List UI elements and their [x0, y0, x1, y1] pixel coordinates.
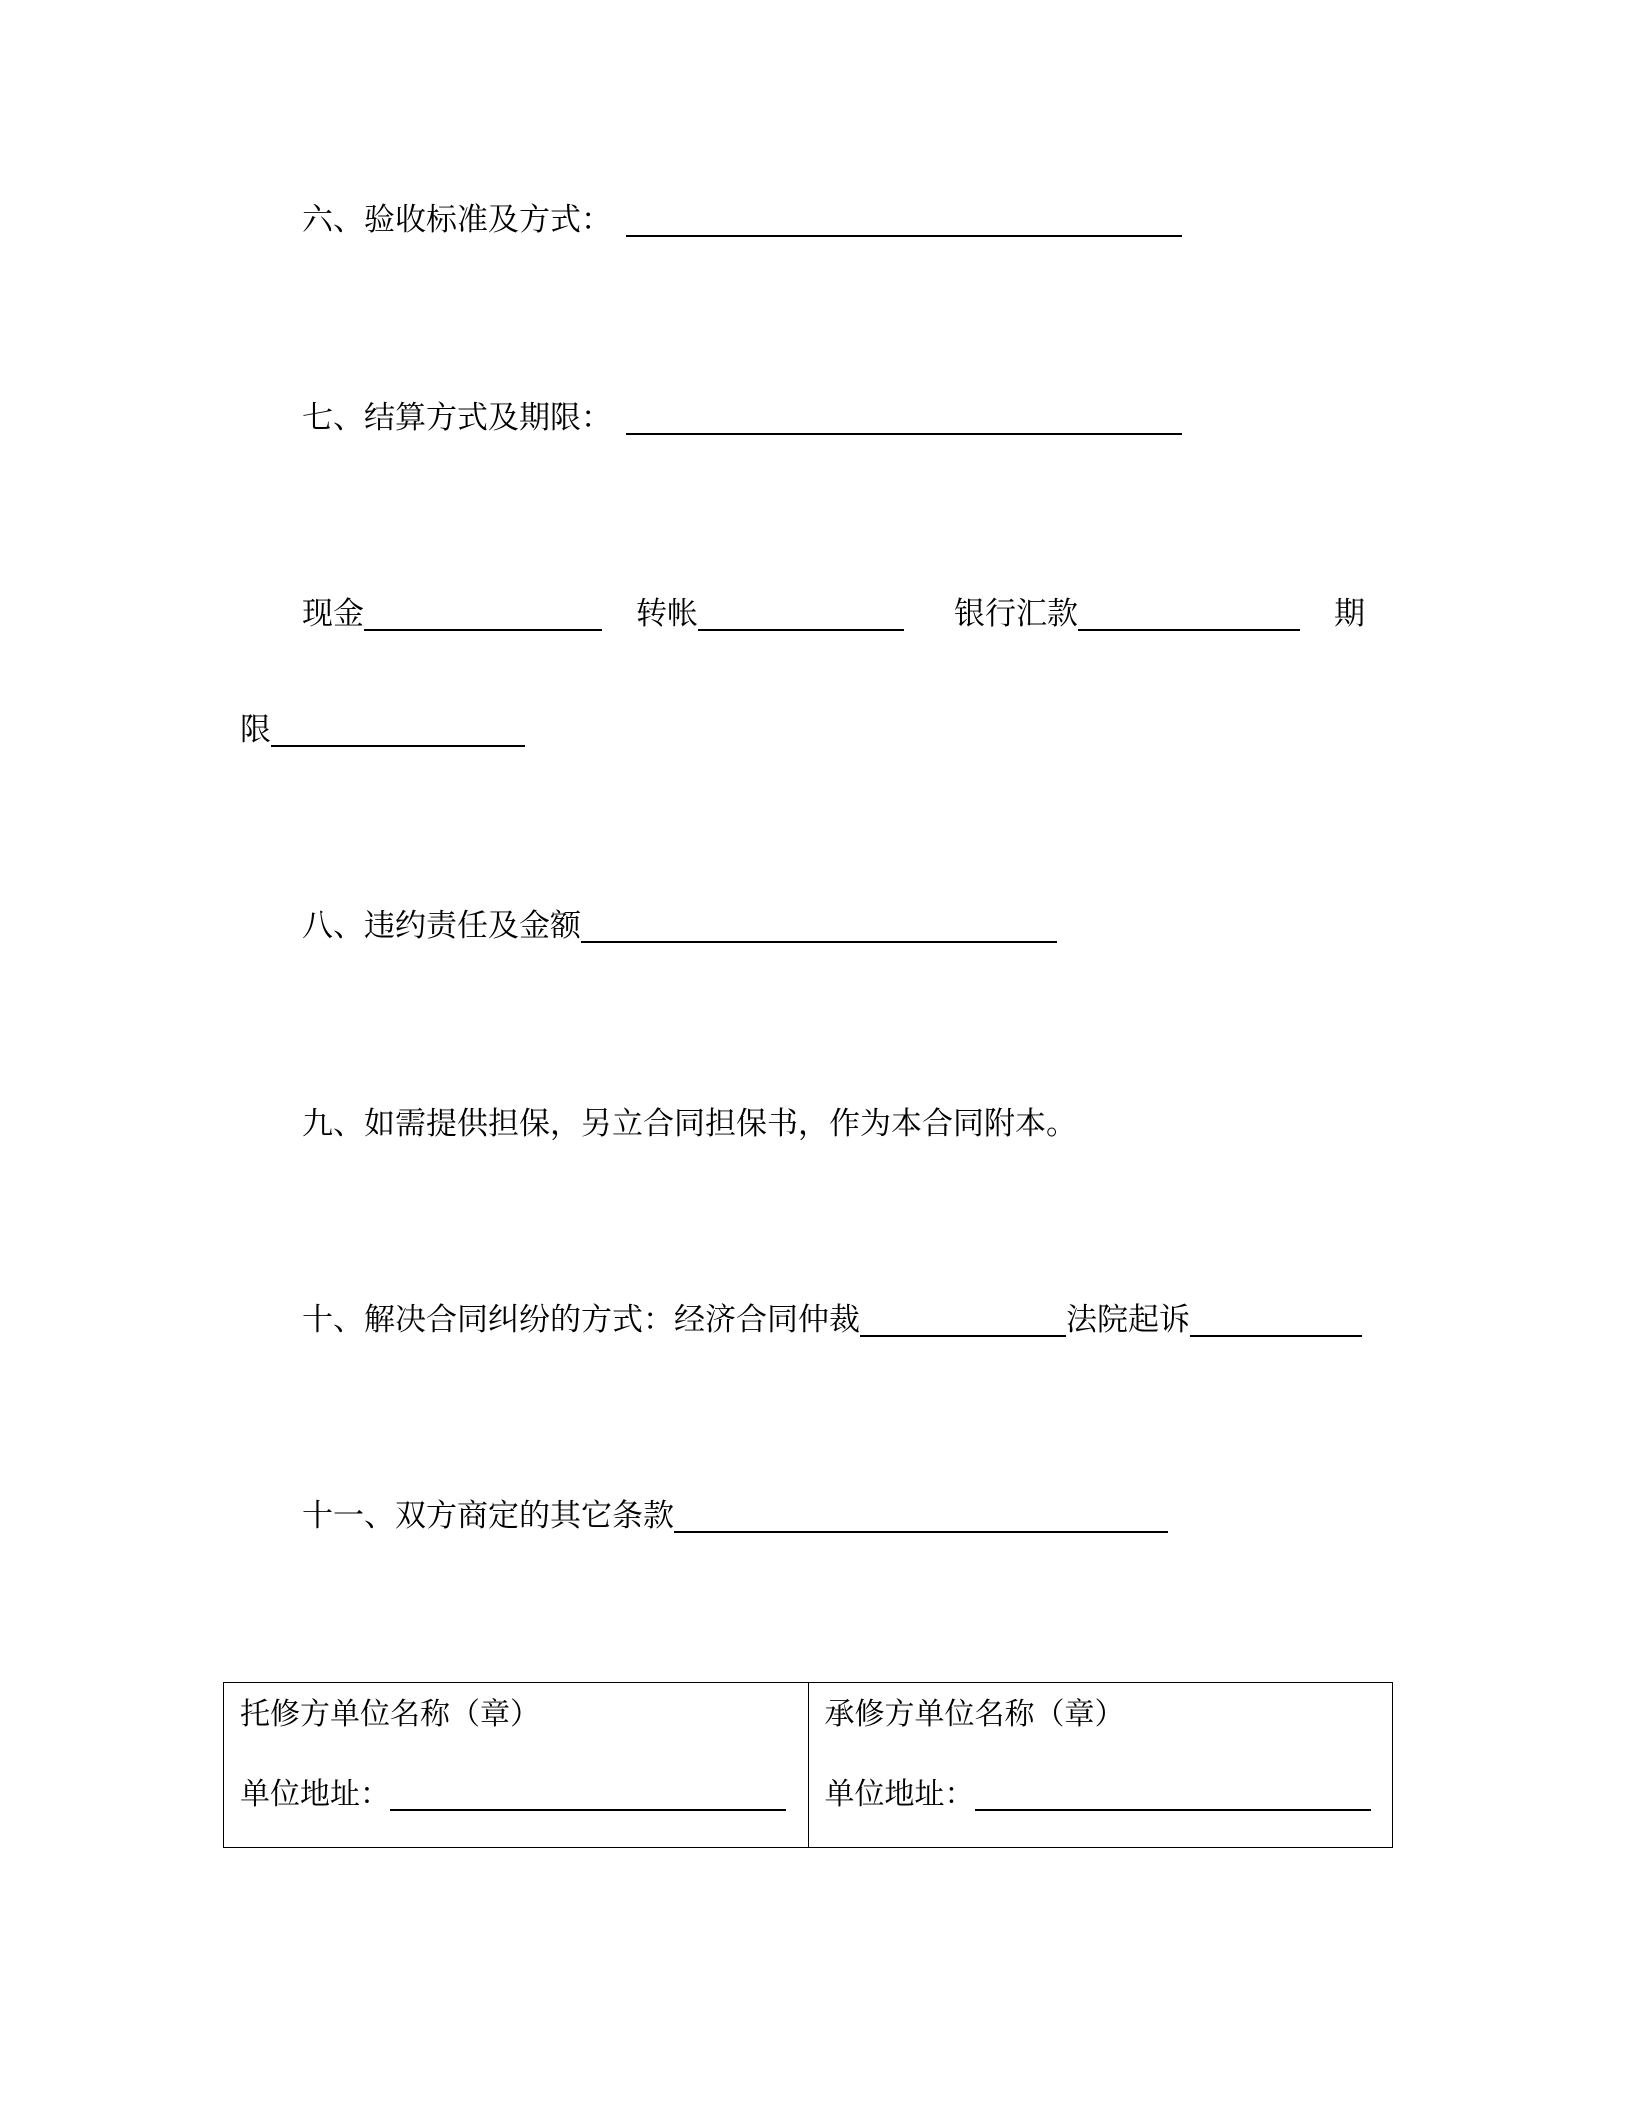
clause-10 [302, 1294, 1362, 1339]
clause-9 [302, 1098, 1077, 1143]
contractor-cell [809, 1683, 1393, 1847]
clause-7 [302, 392, 1182, 437]
clause-7-label: 七、结算方式及期限： [302, 400, 612, 436]
acceptance-standard-field[interactable] [626, 233, 1182, 237]
contractor-name-label: 承修方单位名称（章） [824, 1697, 1125, 1732]
payment-cash-field[interactable] [364, 627, 602, 631]
liability-amount-field[interactable] [581, 939, 1057, 943]
payment-term-label-part2: 限 [240, 712, 271, 748]
signature-table [223, 1682, 1393, 1848]
other-terms-field[interactable] [674, 1529, 1168, 1533]
contractor-address-field[interactable] [975, 1807, 1371, 1811]
arbitration-field[interactable] [860, 1333, 1066, 1337]
clause-11 [302, 1490, 1168, 1535]
clause-6-label: 六、验收标准及方式： [302, 202, 612, 238]
client-cell [224, 1683, 809, 1847]
court-label: 法院起诉 [1066, 1302, 1190, 1338]
payment-term-part2 [240, 704, 525, 749]
payment-bank-draft [954, 588, 1300, 633]
payment-term-label-part1: 期 [1334, 596, 1365, 632]
contractor-address-label: 单位地址： [824, 1777, 975, 1812]
clause-9-text: 九、如需提供担保，另立合同担保书，作为本合同附本。 [302, 1106, 1077, 1142]
client-address-label: 单位地址： [240, 1777, 390, 1812]
clause-8-label: 八、违约责任及金额 [302, 908, 581, 944]
payment-transfer-field[interactable] [698, 627, 904, 631]
court-field[interactable] [1190, 1333, 1362, 1337]
contractor-address [825, 1769, 1371, 1813]
clause-11-label: 十一、双方商定的其它条款 [302, 1498, 674, 1534]
payment-bank-draft-field[interactable] [1078, 627, 1300, 631]
payment-term-field[interactable] [271, 743, 525, 747]
payment-bank-draft-label: 银行汇款 [954, 596, 1078, 632]
clause-8 [302, 900, 1057, 945]
payment-term-part1 [1334, 588, 1365, 633]
settlement-method-field[interactable] [626, 431, 1182, 435]
client-address-field[interactable] [390, 1807, 786, 1811]
clause-10-label: 十、解决合同纠纷的方式：经济合同仲裁 [302, 1302, 860, 1338]
payment-cash [302, 588, 602, 633]
client-address [240, 1769, 786, 1813]
payment-transfer [636, 588, 904, 633]
payment-transfer-label: 转帐 [636, 596, 698, 632]
clause-6 [302, 194, 1182, 239]
payment-cash-label: 现金 [302, 596, 364, 632]
client-name-label: 托修方单位名称（章） [240, 1697, 540, 1732]
